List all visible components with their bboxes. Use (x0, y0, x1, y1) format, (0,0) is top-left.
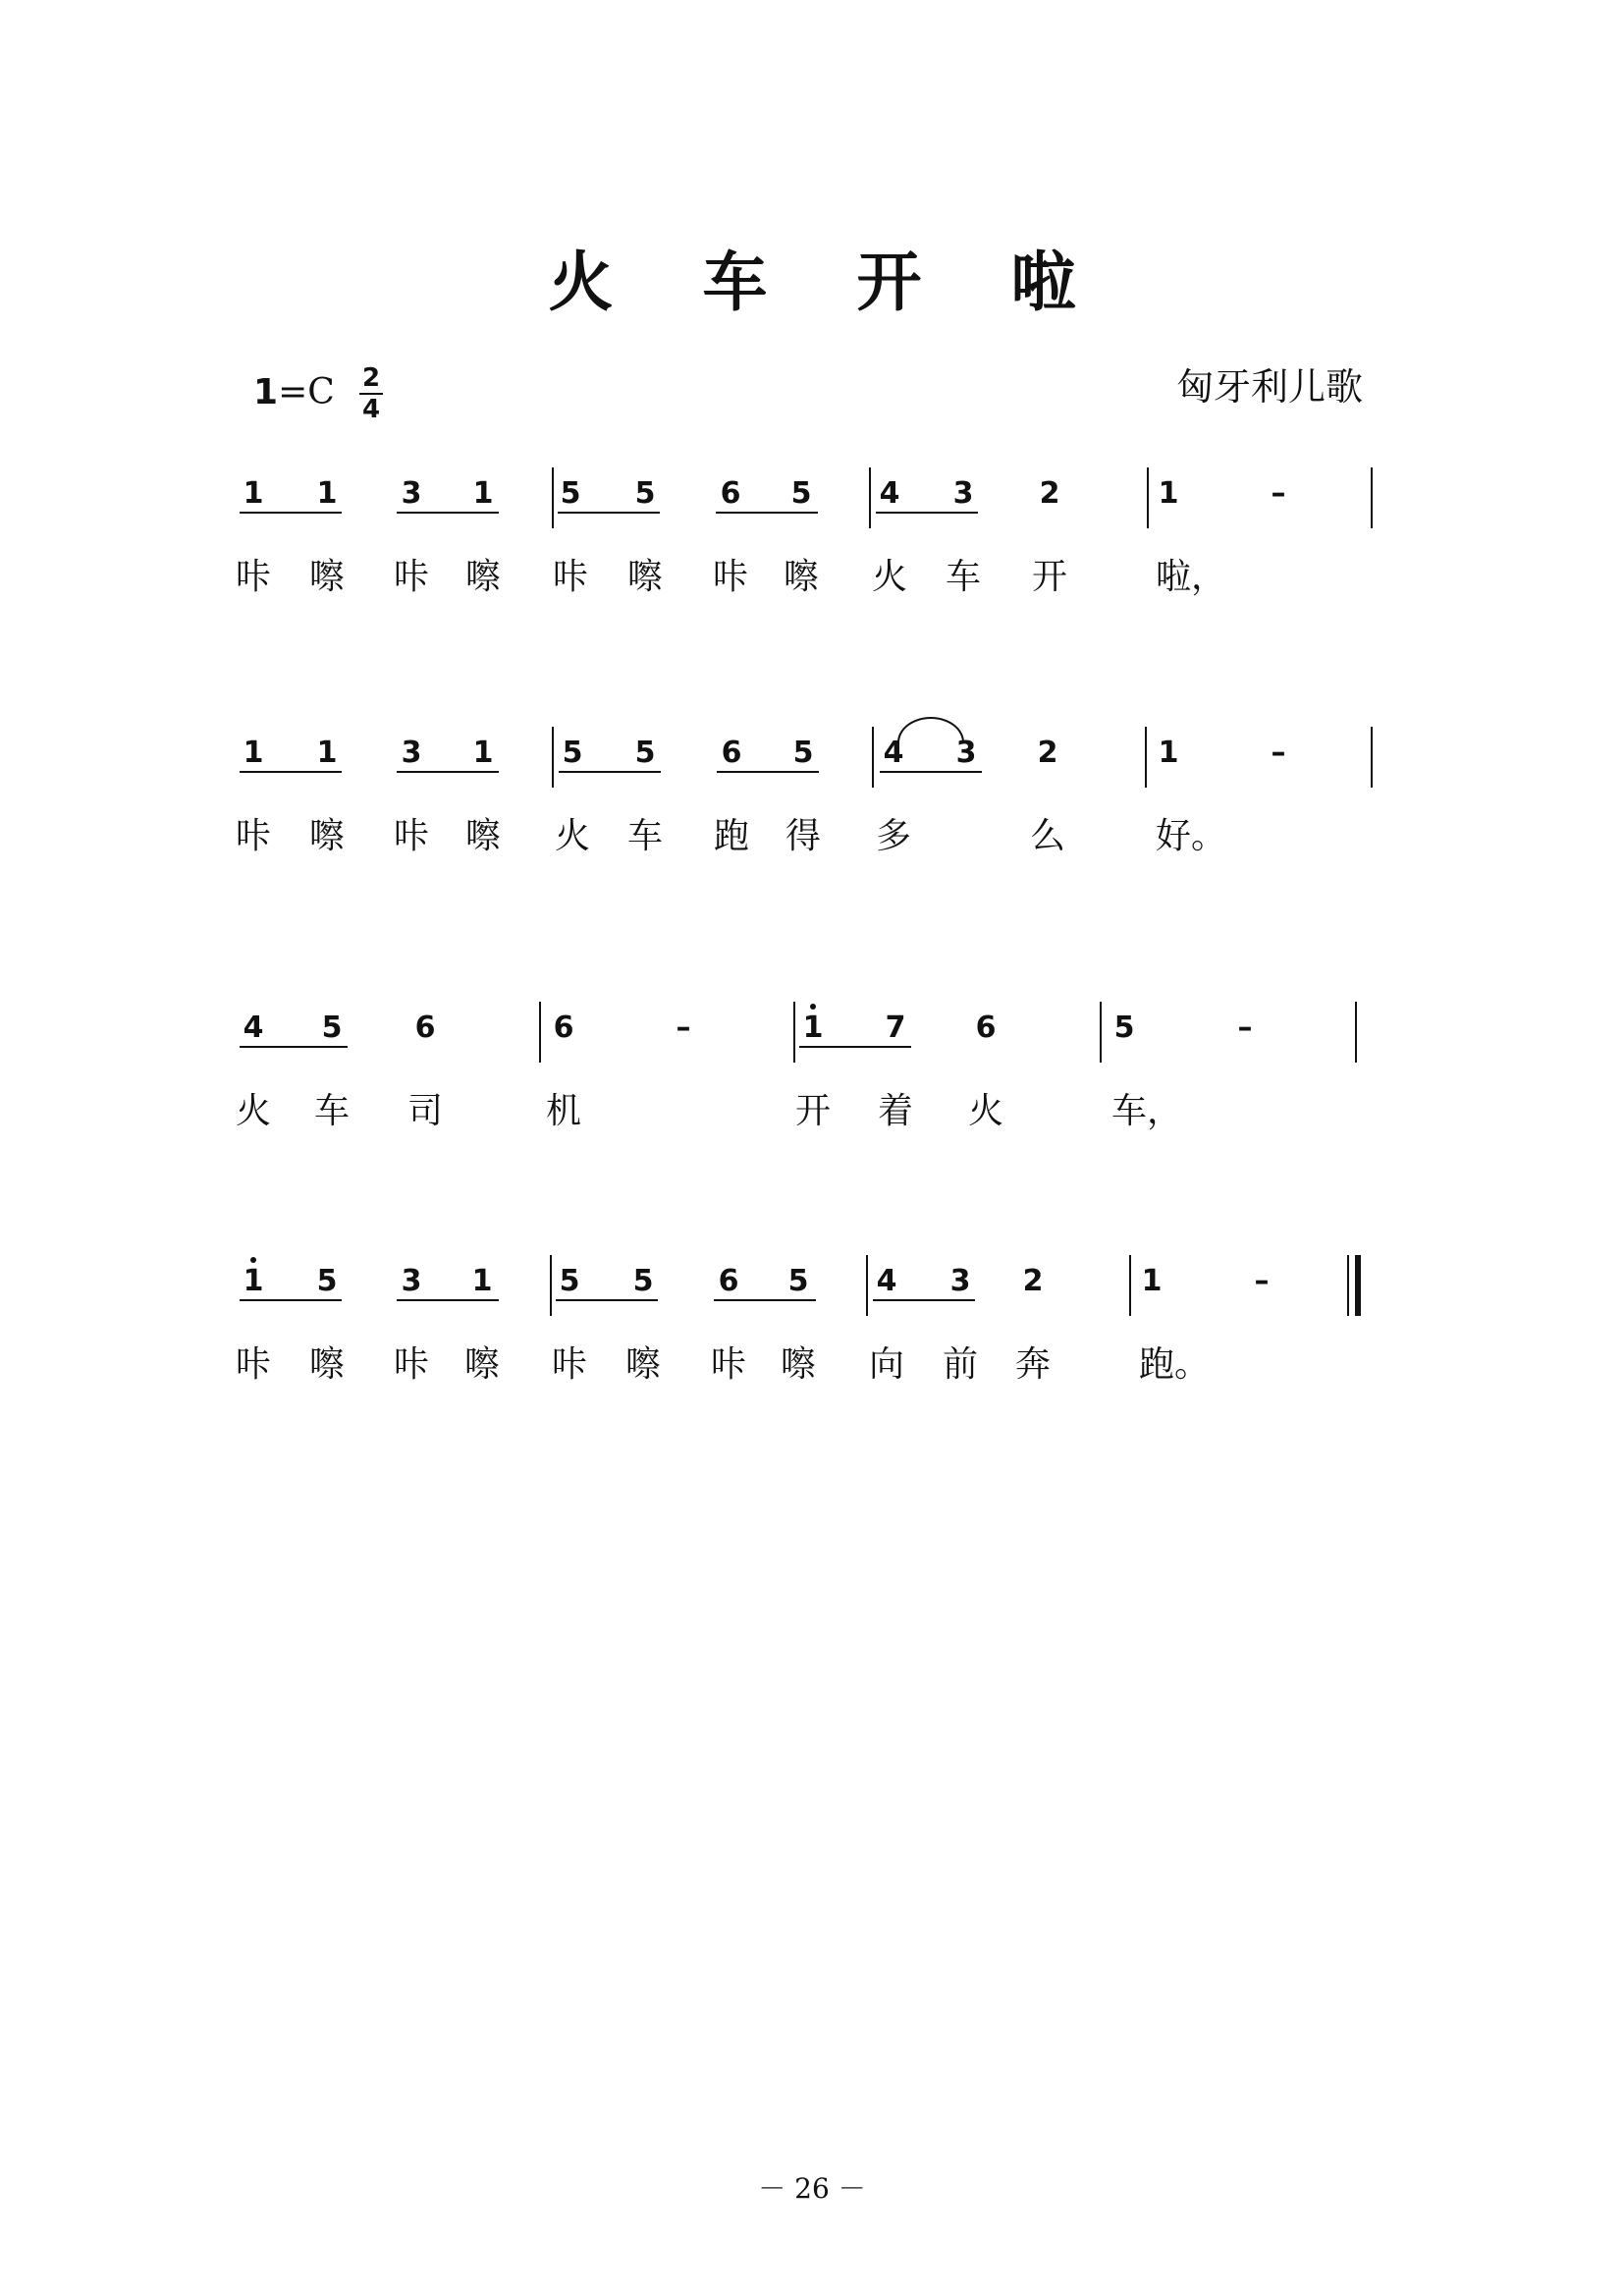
beam (716, 512, 818, 514)
note: 6 (553, 1011, 574, 1045)
note: 6 (414, 1011, 436, 1045)
note: 1 (802, 1011, 824, 1045)
note: 5 (632, 1264, 654, 1298)
lyric: 得 (785, 816, 821, 856)
beam (873, 1299, 975, 1301)
lyric: 好。 (1156, 816, 1227, 856)
high-octave-dot (250, 1257, 256, 1263)
final-barline-thin (1347, 1255, 1349, 1316)
lyric: 车 (626, 816, 663, 856)
lyric: 跑 (713, 816, 749, 856)
lyric: 车， (1111, 1091, 1183, 1131)
lyric: 多 (875, 816, 911, 856)
barline (1145, 727, 1147, 788)
key-equals: =C (278, 372, 335, 412)
dash: – (1271, 476, 1286, 511)
note: 5 (787, 1264, 809, 1298)
barline (1129, 1255, 1131, 1316)
lyric: 咔 (235, 557, 271, 597)
lyric: 咔 (551, 1344, 587, 1385)
lyric: 咔 (710, 1344, 746, 1385)
note: 2 (1022, 1264, 1044, 1298)
note: 1 (472, 476, 494, 511)
beam (559, 771, 661, 773)
lyric: 嚓 (624, 1344, 661, 1385)
lyric: 火 (967, 1091, 1003, 1131)
note: 5 (562, 736, 583, 770)
note: 1 (1158, 736, 1179, 770)
lyric: 咔 (393, 557, 429, 597)
note: 6 (721, 736, 742, 770)
barline (539, 1002, 541, 1063)
note: 1 (243, 1264, 264, 1298)
note: 4 (879, 476, 900, 511)
barline (1100, 1002, 1102, 1063)
time-signature-top: 2 (361, 363, 381, 393)
barline (1371, 467, 1373, 528)
note: 5 (792, 736, 814, 770)
beam (556, 1299, 658, 1301)
lyric: 司 (406, 1091, 443, 1131)
lyric: 嚓 (463, 1344, 500, 1385)
dash: – (676, 1011, 691, 1045)
note: 5 (790, 476, 812, 511)
note: 3 (955, 736, 977, 770)
lyric: 着 (877, 1091, 913, 1131)
dash: – (1254, 1264, 1270, 1298)
beam (240, 771, 342, 773)
lyric: 嚓 (464, 557, 501, 597)
note: 5 (560, 476, 581, 511)
barline (1355, 1002, 1357, 1063)
beam (880, 771, 982, 773)
beam (397, 512, 499, 514)
lyric: 向 (868, 1344, 904, 1385)
beam (240, 512, 342, 514)
note: 2 (1037, 736, 1058, 770)
lyric: 嚓 (783, 557, 819, 597)
lyric: 嚓 (464, 816, 501, 856)
note: 5 (321, 1011, 343, 1045)
note: 1 (316, 476, 338, 511)
note: 3 (401, 736, 422, 770)
note: 5 (316, 1264, 338, 1298)
beam (717, 771, 819, 773)
beam (799, 1046, 911, 1048)
note: 4 (876, 1264, 897, 1298)
lyric: 奔 (1014, 1344, 1051, 1385)
high-octave-dot (810, 1004, 816, 1010)
note: 5 (1113, 1011, 1135, 1045)
lyric: 嚓 (308, 816, 345, 856)
note: 2 (1039, 476, 1060, 511)
lyric: 咔 (552, 557, 588, 597)
note: 5 (559, 1264, 580, 1298)
note: 1 (472, 736, 494, 770)
lyric: 么 (1029, 816, 1065, 856)
beam (558, 512, 660, 514)
lyric: 嚓 (780, 1344, 816, 1385)
song-title: 火 车 开 啦 (548, 245, 1110, 320)
note: 1 (316, 736, 338, 770)
lyric: 开 (1031, 557, 1067, 597)
note: 1 (471, 1264, 493, 1298)
beam (876, 512, 978, 514)
note: 1 (1141, 1264, 1163, 1298)
lyric: 嚓 (626, 557, 663, 597)
dash: – (1271, 736, 1286, 770)
note: 6 (720, 476, 741, 511)
lyric: 啦， (1156, 557, 1227, 597)
note: 3 (401, 476, 422, 511)
lyric: 跑。 (1139, 1344, 1211, 1385)
note: 4 (883, 736, 904, 770)
beam (397, 1299, 499, 1301)
note: 5 (634, 476, 656, 511)
barline (1371, 727, 1373, 788)
lyric: 开 (794, 1091, 831, 1131)
note: 3 (401, 1264, 422, 1298)
lyric: 前 (942, 1344, 978, 1385)
note: 1 (1158, 476, 1179, 511)
note: 6 (975, 1011, 997, 1045)
beam (240, 1046, 348, 1048)
song-origin: 匈牙利儿歌 (1176, 365, 1364, 409)
lyric: 火 (554, 816, 590, 856)
lyric: 火 (871, 557, 907, 597)
beam (397, 771, 499, 773)
page-number: － 26 － (758, 2172, 866, 2205)
lyric: 车 (313, 1091, 350, 1131)
note: 4 (243, 1011, 264, 1045)
lyric: 机 (545, 1091, 581, 1131)
lyric: 咔 (393, 816, 429, 856)
lyric: 车 (945, 557, 981, 597)
lyric: 咔 (235, 816, 271, 856)
final-barline-thick (1355, 1255, 1361, 1316)
note: 3 (952, 476, 974, 511)
note: 5 (634, 736, 656, 770)
dash: – (1237, 1011, 1253, 1045)
key-signature (253, 371, 335, 414)
lyric: 火 (235, 1091, 271, 1131)
lyric: 嚓 (308, 1344, 345, 1385)
beam (240, 1299, 342, 1301)
key-number: 1 (253, 372, 279, 412)
note: 1 (243, 476, 264, 511)
note: 7 (885, 1011, 906, 1045)
lyric: 嚓 (308, 557, 345, 597)
note: 1 (243, 736, 264, 770)
time-signature (357, 365, 385, 422)
lyric: 咔 (712, 557, 748, 597)
beam (714, 1299, 816, 1301)
lyric: 咔 (235, 1344, 271, 1385)
note: 6 (718, 1264, 739, 1298)
note: 3 (949, 1264, 971, 1298)
time-signature-bottom: 4 (361, 395, 381, 424)
lyric: 咔 (393, 1344, 429, 1385)
